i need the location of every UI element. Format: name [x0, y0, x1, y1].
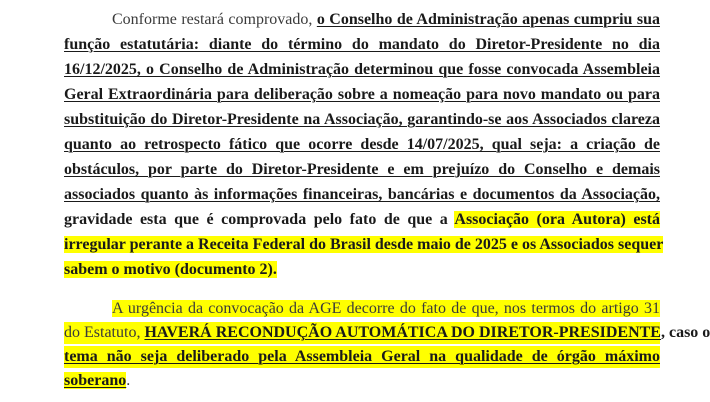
paragraph-1-line-2: função estatutária: diante do término do mandato do Diretor-Presidente no dia [64, 36, 660, 53]
paragraph-1-line-1 [112, 9, 660, 31]
paragraph-1-line-5: substituição do Diretor-Presidente na Associação, garantindo-se aos Associados clareza [64, 111, 660, 128]
text-intro: Conforme restará comprovado, [112, 11, 317, 28]
paragraph-1-line-3: 16/12/2025, o Conselho de Administração determinou que fosse convocada Assembleia [64, 61, 660, 78]
paragraph-1-line-10 [64, 234, 664, 256]
paragraph-1-line-4: Geral Extraordinária para deliberação sobre a nomeação para novo mandato ou para [64, 86, 660, 103]
text-plain: do Estatuto, [64, 324, 145, 341]
highlighted-text: irregular perante a Receita Federal do Brasil desde maio de 2025 e os Associados sequer [64, 236, 664, 253]
text-caps-emphasis: HAVERÁ RECONDUÇÃO AUTOMÁTICA DO DIRETOR-PRESIDENTE [144, 324, 661, 341]
highlighted-text: A urgência da convocação da AGE decorre do fato de que, nos termos do artigo 31 [112, 300, 660, 317]
paragraph-1-line-7: obstáculos, por parte do Diretor-Presidente e em prejuízo do Conselho e demais [64, 161, 660, 178]
paragraph-2-line-4 [64, 370, 130, 392]
text-period: . [126, 372, 131, 389]
highlighted-text: soberano [64, 372, 127, 389]
paragraph-1-line-9 [64, 209, 660, 231]
text-plain: gravidade esta que é comprovada pelo fato de que a [64, 211, 455, 228]
text-emphasis: o Conselho de Administração apenas cumpriu sua [316, 11, 660, 28]
paragraph-1-line-8: associados quanto às informações financeiras, bancárias e documentos da Associação, [64, 186, 660, 203]
highlighted-text: sabem o motivo (documento 2). [64, 261, 277, 278]
text-bold: , caso o [660, 324, 710, 341]
paragraph-1-line-11 [64, 259, 277, 281]
paragraph-1-line-6: quanto ao retrospecto fático que ocorre desde 14/07/2025, qual seja: a criação de [64, 136, 660, 153]
paragraph-2-line-3: tema não seja deliberado pela Assembleia Geral na qualidade de órgão máximo [64, 346, 660, 368]
highlighted-text: Associação (ora Autora) está [454, 211, 660, 228]
paragraph-2-line-2 [64, 322, 710, 344]
paragraph-2-line-1 [112, 298, 660, 320]
